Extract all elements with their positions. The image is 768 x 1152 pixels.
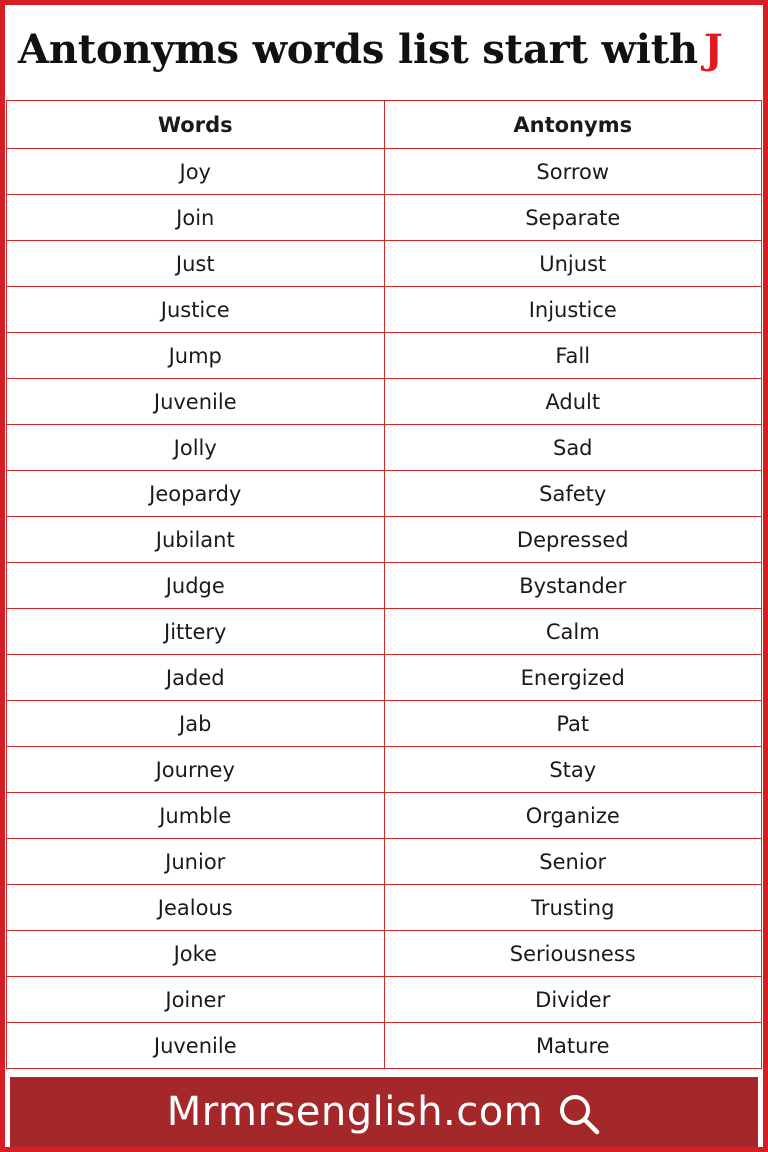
site-link[interactable]: Mrmrsenglish.com [166, 1089, 544, 1135]
antonym-cell: Bystander [384, 563, 762, 609]
word-cell: Joke [7, 931, 385, 977]
search-icon[interactable] [557, 1092, 601, 1136]
table-row [7, 425, 762, 471]
column-header-words: Words [7, 101, 385, 149]
table-row [7, 977, 762, 1023]
word-cell: Junior [7, 839, 385, 885]
word-cell: Jumble [7, 793, 385, 839]
table-row [7, 1023, 762, 1069]
table-row [7, 195, 762, 241]
antonym-cell: Separate [384, 195, 762, 241]
word-cell: Join [7, 195, 385, 241]
antonym-cell: Calm [384, 609, 762, 655]
antonym-cell: Sorrow [384, 149, 762, 195]
table-row [7, 241, 762, 287]
footer-banner[interactable] [10, 1077, 758, 1147]
table-row [7, 149, 762, 195]
table-row [7, 885, 762, 931]
antonym-cell: Trusting [384, 885, 762, 931]
word-cell: Jaded [7, 655, 385, 701]
table-row [7, 287, 762, 333]
antonym-cell: Divider [384, 977, 762, 1023]
table-row [7, 701, 762, 747]
page-title [18, 22, 723, 78]
table-row [7, 931, 762, 977]
word-cell: Juvenile [7, 1023, 385, 1069]
table-row [7, 747, 762, 793]
word-cell: Jittery [7, 609, 385, 655]
word-cell: Jolly [7, 425, 385, 471]
antonym-cell: Unjust [384, 241, 762, 287]
title-text: Antonyms words list start with [18, 26, 698, 73]
word-cell: Just [7, 241, 385, 287]
word-cell: Jealous [7, 885, 385, 931]
word-cell: Judge [7, 563, 385, 609]
table-row [7, 609, 762, 655]
word-cell: Jubilant [7, 517, 385, 563]
table-row [7, 793, 762, 839]
antonym-cell: Senior [384, 839, 762, 885]
antonym-cell: Injustice [384, 287, 762, 333]
word-cell: Journey [7, 747, 385, 793]
word-cell: Jump [7, 333, 385, 379]
table-row [7, 333, 762, 379]
table-header-row [7, 101, 762, 149]
antonym-cell: Stay [384, 747, 762, 793]
antonym-cell: Adult [384, 379, 762, 425]
column-header-antonyms: Antonyms [384, 101, 762, 149]
antonym-cell: Mature [384, 1023, 762, 1069]
table-row [7, 379, 762, 425]
word-cell: Justice [7, 287, 385, 333]
table-row [7, 517, 762, 563]
word-cell: Jab [7, 701, 385, 747]
word-cell: Joy [7, 149, 385, 195]
antonym-cell: Fall [384, 333, 762, 379]
antonym-cell: Depressed [384, 517, 762, 563]
antonym-cell: Seriousness [384, 931, 762, 977]
title-letter: J [703, 26, 723, 73]
word-cell: Joiner [7, 977, 385, 1023]
table-row [7, 839, 762, 885]
antonyms-table [6, 100, 762, 1069]
antonym-cell: Pat [384, 701, 762, 747]
antonym-cell: Sad [384, 425, 762, 471]
word-cell: Juvenile [7, 379, 385, 425]
antonym-cell: Safety [384, 471, 762, 517]
table-row [7, 563, 762, 609]
antonym-cell: Energized [384, 655, 762, 701]
word-cell: Jeopardy [7, 471, 385, 517]
table-row [7, 471, 762, 517]
antonym-cell: Organize [384, 793, 762, 839]
table-row [7, 655, 762, 701]
